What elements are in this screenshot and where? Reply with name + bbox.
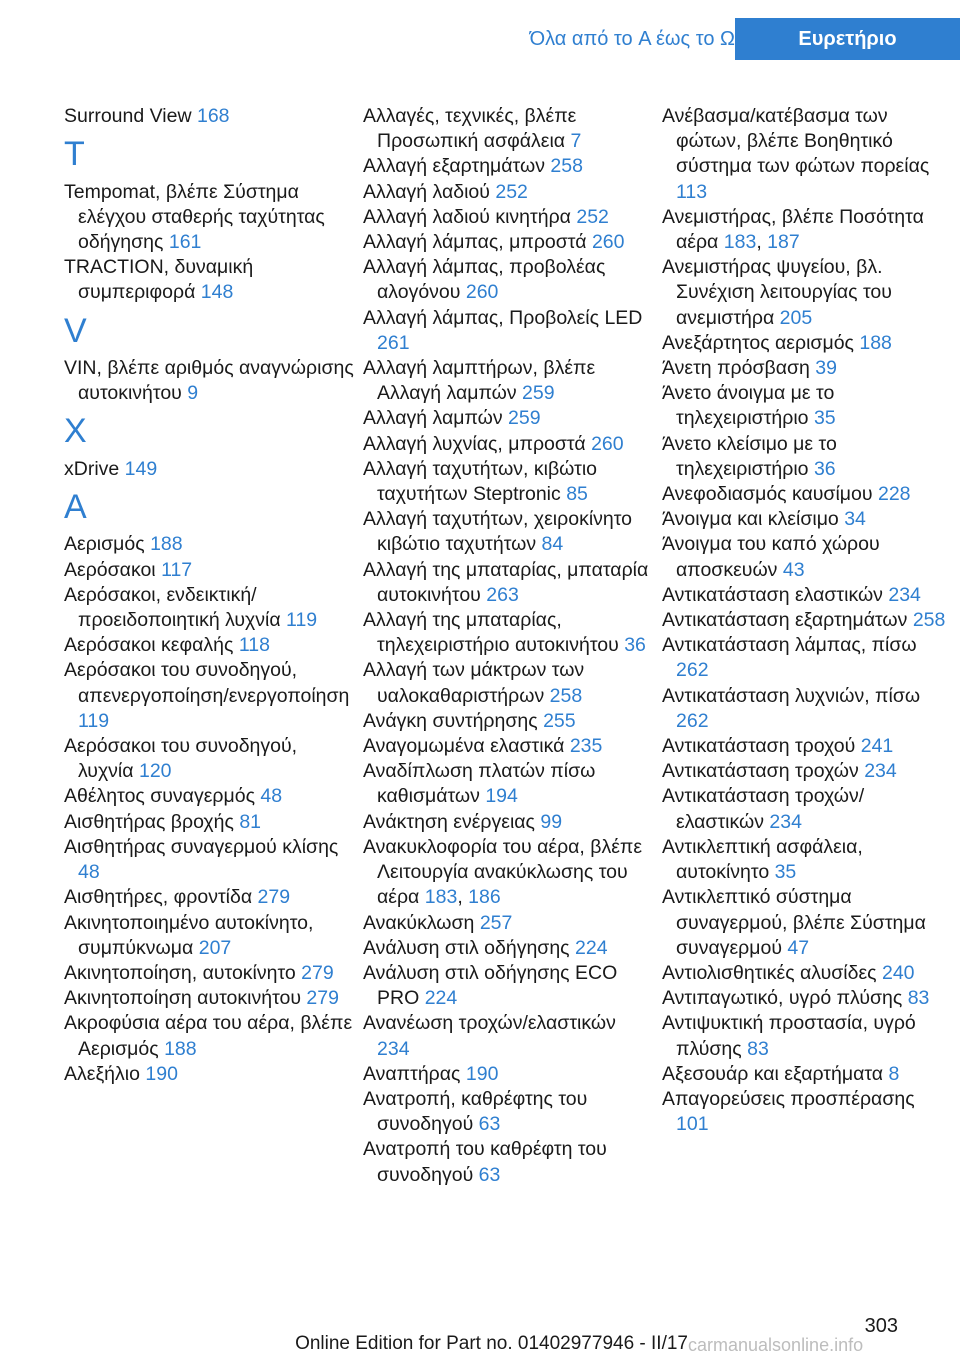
index-entry — [363, 558, 653, 608]
index-entry-text: Ανεξάρτητος αερισμός — [662, 331, 860, 354]
page-link[interactable]: 36 — [624, 634, 646, 657]
index-entry — [363, 1062, 653, 1087]
index-entry-text: Άνετο κλείσιμο με το τηλεχειριστήριο — [662, 432, 837, 480]
index-letter-heading: V — [64, 311, 87, 350]
index-entry-text: Αναδίπλωση πλατών πίσω καθισμάτων — [363, 760, 596, 808]
page-link[interactable]: 84 — [541, 533, 564, 556]
index-entry-text: xDrive — [64, 457, 125, 480]
index-entry-text: Αλλαγή εξαρτημάτων — [363, 155, 551, 178]
index-entry-text: Αλλαγή ταχυτήτων, κιβώτιο ταχυτήτων Steptronic — [363, 457, 598, 506]
page-link[interactable]: 47 — [787, 936, 810, 959]
index-entry — [662, 104, 952, 205]
index-entry-text: Άνετο άνοιγμα με το τηλεχειριστήριο — [662, 382, 835, 430]
index-entry-text: Αντικλεπτική ασφάλεια, αυτοκίνητο — [662, 835, 863, 884]
page-link[interactable]: 36 — [813, 457, 836, 480]
page-link[interactable]: 99 — [540, 810, 563, 833]
index-entry-text: Αντικατάσταση ελαστικών — [662, 583, 889, 606]
index-entry-text: Ακινητοποίηση αυτοκινήτου — [64, 987, 307, 1010]
index-letter-heading: A — [64, 488, 87, 527]
page-link[interactable]: 63 — [478, 1113, 501, 1136]
page-link[interactable]: 194 — [485, 785, 518, 808]
index-entry-text: Αντικλεπτικό σύστημα συναγερμού, βλέπε Σύστημα συναγερμού — [662, 886, 926, 959]
page-link[interactable]: 117 — [161, 558, 193, 581]
index-letter-heading: X — [64, 412, 87, 451]
page-header — [0, 18, 960, 60]
index-entry — [662, 734, 952, 759]
page-link[interactable]: 259 — [522, 382, 555, 405]
index-entry-text: Αερόσακοι του συνοδηγού, λυχνία — [64, 735, 298, 783]
page-link[interactable]: 234 — [888, 583, 921, 606]
index-entry-text: Ανάκτηση ενέργειας — [363, 810, 541, 833]
page-link[interactable]: 118 — [238, 634, 270, 657]
index-entry-text: Ανάλυση στιλ οδήγησης — [363, 936, 575, 959]
index-column-3 — [662, 104, 952, 1137]
index-entry — [64, 104, 354, 129]
page-link[interactable]: 183 — [424, 886, 458, 909]
index-entry-text: Αλλαγή λαδιού κινητήρα — [363, 205, 577, 228]
index-entry — [363, 911, 653, 936]
index-entry-text: Surround View — [64, 105, 197, 127]
index-entry — [662, 885, 952, 961]
index-entry — [662, 784, 952, 834]
index-entry — [363, 1137, 653, 1187]
index-entry — [363, 810, 653, 835]
page-link[interactable]: 261 — [377, 331, 410, 354]
index-entry — [64, 532, 354, 557]
page-link[interactable]: 260 — [465, 281, 499, 304]
index-entry — [662, 381, 952, 431]
index-entry-text: Αθέλητος συναγερμός — [64, 785, 261, 808]
index-entry — [64, 835, 354, 885]
index-entry-text: Αλλαγή λαμπτήρων, βλέπε Αλλαγή λαμπών — [363, 357, 596, 405]
page-link[interactable]: 161 — [168, 231, 202, 254]
index-entry-text: Αλλαγές, τεχνικές, βλέπε Προσωπική ασφάλεια — [363, 105, 577, 153]
index-entry — [64, 255, 354, 305]
index-entry — [662, 205, 952, 255]
index-entry-text: Αξεσουάρ και εξαρτήματα — [662, 1062, 889, 1085]
index-entry — [662, 331, 952, 356]
index-entry-text: Ανατροπή του καθρέφτη του συνοδηγού — [363, 1138, 607, 1186]
index-entry-text: Άνοιγμα του καπό χώρου αποσκευών — [662, 533, 880, 581]
index-entry — [64, 986, 354, 1011]
index-entry — [662, 432, 952, 482]
index-entry — [363, 457, 653, 507]
index-entry — [363, 734, 653, 759]
page-link[interactable]: 119 — [78, 709, 110, 732]
page-link[interactable]: 260 — [591, 432, 624, 455]
index-entry-text: Ανέβασμα/κατέβασμα των φώτων, βλέπε Βοηθητικό σύστημα των φώτων πορείας — [662, 105, 930, 178]
index-entry — [662, 684, 952, 734]
index-entry — [64, 734, 354, 784]
page-link[interactable]: 255 — [543, 709, 576, 732]
index-entry-text: Αλλαγή λαμπών — [363, 407, 509, 430]
index-entry-text: Αλλαγή της μπαταρίας, μπαταρία αυτοκινήτου — [363, 558, 649, 606]
page-link[interactable]: 241 — [860, 735, 894, 758]
index-entry — [64, 961, 354, 986]
page-link[interactable]: 235 — [569, 735, 603, 758]
index-entry — [64, 180, 354, 256]
page-link[interactable]: 262 — [676, 709, 709, 732]
page-link[interactable]: 190 — [465, 1062, 499, 1085]
page-link[interactable]: 260 — [591, 231, 625, 254]
page-link[interactable]: 48 — [260, 785, 283, 808]
index-entry-text: Αερόσακοι κεφαλής — [64, 634, 239, 657]
page-link[interactable]: 228 — [877, 483, 911, 506]
index-entry — [363, 180, 653, 205]
index-entry-text: Ανακυκλοφορία του αέρα, βλέπε Λειτουργία ανακύκλωσης του αέρα — [363, 835, 643, 909]
page-separator: , — [756, 231, 768, 254]
index-column-2 — [363, 104, 653, 1188]
page-link[interactable]: 188 — [859, 331, 892, 354]
index-entry-text: Απαγορεύσεις προσπέρασης — [662, 1087, 915, 1110]
index-entry-text: Ανανέωση τροχών/ελαστικών — [363, 1012, 616, 1035]
index-letter-heading: T — [64, 135, 85, 174]
section-title: Όλα από το A έως το Ω — [529, 28, 735, 50]
index-entry — [662, 482, 952, 507]
index-entry-text: VIN, βλέπε αριθμός αναγνώρισης αυτοκινήτου — [64, 357, 354, 405]
index-entry-text: Αερισμός — [64, 533, 151, 556]
index-entry-text: Αλλαγή της μπαταρίας, τηλεχειριστήριο αυτοκινήτου — [363, 609, 625, 657]
page-link[interactable]: 279 — [257, 886, 291, 909]
page-link[interactable]: 188 — [164, 1037, 197, 1060]
page-link[interactable]: 48 — [78, 861, 100, 884]
index-entry — [662, 608, 952, 633]
index-entry-text: Αντιπαγωτικό, υγρό πλύσης — [662, 987, 908, 1010]
page-link[interactable]: 263 — [486, 583, 519, 606]
page-link[interactable]: 168 — [196, 105, 230, 127]
index-entry-text: Ανάλυση στιλ οδήγησης ECO PRO — [363, 961, 618, 1010]
index-entry-text: Ανεμιστήρας ψυγείου, βλ. Συνέχιση λειτουργίας του ανεμιστήρα — [662, 256, 892, 329]
index-entry-text: Αλλαγή των μάκτρων των υαλοκαθαριστήρων — [363, 659, 585, 707]
page-link[interactable]: 262 — [676, 659, 709, 682]
index-entry — [64, 784, 354, 809]
index-entry — [662, 633, 952, 683]
index-entry — [64, 810, 354, 835]
index-entry — [662, 986, 952, 1011]
index-tab[interactable]: Ευρετήριο — [735, 18, 960, 60]
page-link[interactable]: 83 — [907, 987, 930, 1010]
page-link[interactable]: 8 — [888, 1062, 900, 1085]
page-link[interactable]: 63 — [478, 1163, 501, 1186]
index-entry — [363, 1087, 653, 1137]
page-link[interactable]: 120 — [138, 760, 172, 783]
page-link[interactable]: 224 — [575, 936, 608, 959]
index-entry — [64, 457, 354, 482]
index-entry-text: Tempomat, βλέπε Σύστημα ελέγχου σταθερής ταχύτητας οδήγησης — [64, 180, 325, 254]
page-link[interactable]: 190 — [145, 1062, 178, 1085]
index-entry — [363, 406, 653, 431]
index-entry-text: Αισθητήρες, φροντίδα — [64, 886, 258, 909]
index-entry — [662, 532, 952, 582]
index-entry — [662, 583, 952, 608]
index-entry — [662, 255, 952, 331]
index-entry-text: Ανακύκλωση — [363, 911, 480, 934]
page-link[interactable]: 101 — [676, 1113, 709, 1136]
index-entry — [64, 583, 354, 633]
index-entry — [64, 911, 354, 961]
index-entry-text: Αντικατάσταση τροχών/ελαστικών — [662, 785, 865, 833]
page-link[interactable]: 258 — [550, 155, 583, 178]
index-entry — [363, 432, 653, 457]
index-entry — [363, 205, 653, 230]
page-link[interactable]: 113 — [676, 180, 708, 203]
index-entry-text: Αλλαγή λάμπας, μπροστά — [363, 231, 592, 254]
index-entry — [363, 936, 653, 961]
page-link[interactable]: 234 — [377, 1037, 410, 1060]
page-link[interactable]: 81 — [239, 810, 262, 833]
index-entry-text: Αντικατάσταση τροχών — [662, 760, 865, 783]
page-link[interactable]: 186 — [468, 886, 501, 909]
index-entry — [363, 507, 653, 557]
index-entry-text: Αλλαγή ταχυτήτων, χειροκίνητο κιβώτιο ταχυτήτων — [363, 508, 633, 556]
page-link[interactable]: 149 — [124, 457, 158, 480]
index-entry-text: Αερόσακοι — [64, 558, 162, 581]
index-entry-text: Αλλαγή λάμπας, προβολέας αλογόνου — [363, 256, 606, 304]
index-entry-text: Αναπτήρας — [363, 1062, 466, 1085]
index-entry — [64, 885, 354, 910]
page-link[interactable]: 257 — [479, 911, 513, 934]
page-link[interactable]: 252 — [495, 180, 528, 203]
index-entry — [64, 658, 354, 734]
watermark: carmanualsonline.info — [688, 1335, 864, 1355]
page-link[interactable]: 187 — [767, 231, 800, 254]
index-entry-text: Άνοιγμα και κλείσιμο — [662, 508, 845, 531]
index-entry — [363, 306, 653, 356]
index-entry — [363, 154, 653, 179]
index-entry-text: Αερόσακοι, ενδεικτική/προειδοποιητική λυχνία — [64, 583, 287, 632]
index-entry — [363, 835, 653, 911]
index-entry — [363, 230, 653, 255]
index-entry-text: Ακινητοποιημένο αυτοκίνητο, συμπύκνωμα — [64, 911, 314, 959]
page-link[interactable]: 234 — [864, 760, 897, 783]
page-link[interactable]: 43 — [782, 558, 805, 581]
index-entry — [363, 961, 653, 1011]
page-link[interactable]: 205 — [779, 306, 813, 329]
page-link[interactable]: 85 — [566, 483, 588, 506]
page-link[interactable]: 39 — [815, 357, 837, 380]
index-entry-text: Αντικατάσταση τροχού — [662, 735, 861, 758]
index-entry — [363, 356, 653, 406]
index-entry-text: Ανεμιστήρας, βλέπε Ποσότητα αέρα — [662, 205, 924, 254]
index-entry-text: TRACTION, δυναμική συμπεριφορά — [64, 256, 254, 304]
page-link[interactable]: 35 — [813, 407, 836, 430]
index-entry-text: Ανάγκη συντήρησης — [363, 709, 544, 732]
index-entry — [363, 759, 653, 809]
page-link[interactable]: 234 — [769, 810, 802, 833]
index-entry-text: Άνετη πρόσβαση — [662, 357, 816, 380]
page-link[interactable]: 240 — [881, 961, 915, 984]
index-entry — [363, 709, 653, 734]
index-entry-text: Αντικατάσταση εξαρτημάτων — [662, 609, 913, 632]
page-link[interactable]: 252 — [576, 205, 609, 228]
index-entry — [662, 835, 952, 885]
index-entry-text: Αλλαγή λάμπας, Προβολείς LED — [363, 306, 643, 329]
index-entry — [662, 356, 952, 381]
index-entry — [662, 759, 952, 784]
page-link[interactable]: 34 — [844, 508, 866, 531]
index-entry-text: Αισθητήρας συναγερμού κλίσης — [64, 835, 339, 858]
index-entry — [363, 1011, 653, 1061]
index-entry-text: Ανεφοδιασμός καυσίμου — [662, 483, 878, 506]
index-entry-text: Ανατροπή, καθρέφτης του συνοδηγού — [363, 1087, 588, 1136]
index-entry — [64, 356, 354, 406]
page-link[interactable]: 279 — [301, 961, 334, 984]
index-entry-text: Αντικατάσταση λυχνιών, πίσω — [662, 684, 921, 707]
page-link[interactable]: 259 — [508, 407, 541, 430]
index-entry-text: Αναγομωμένα ελαστικά — [363, 735, 570, 758]
index-entry — [64, 1011, 354, 1061]
page-link[interactable]: 183 — [723, 231, 757, 254]
page-link[interactable]: 148 — [200, 281, 234, 304]
page-link[interactable]: 258 — [549, 684, 583, 707]
index-entry-text: Αντικατάσταση λάμπας, πίσω — [662, 634, 917, 657]
index-entry-text: Αερόσακοι του συνοδηγού, απενεργοποίηση/ενεργοποίηση — [64, 659, 350, 707]
index-entry-text: Αλεξήλιο — [64, 1062, 146, 1085]
index-entry — [363, 608, 653, 658]
page-link[interactable]: 83 — [747, 1037, 769, 1060]
page-link[interactable]: 224 — [424, 987, 458, 1010]
page-link[interactable]: 258 — [912, 609, 946, 632]
page-link[interactable]: 7 — [570, 130, 582, 153]
index-column-1 — [64, 104, 354, 1087]
page-number: 303 — [864, 1315, 898, 1337]
index-entry-text: Ακινητοποίηση, αυτοκίνητο — [64, 961, 302, 984]
index-entry — [662, 961, 952, 986]
index-entry-text: Αλλαγή λαδιού — [363, 180, 496, 203]
index-entry — [662, 1062, 952, 1087]
page-link[interactable]: 35 — [774, 861, 797, 884]
index-entry — [363, 658, 653, 708]
index-entry — [662, 1087, 952, 1137]
index-entry-text: Ακροφύσια αέρα του αέρα, βλέπε Αερισμός — [64, 1012, 353, 1060]
index-entry-text: Αλλαγή λυχνίας, μπροστά — [363, 432, 592, 455]
index-entry-text: Αισθητήρας βροχής — [64, 810, 240, 833]
page-link[interactable]: 279 — [306, 987, 339, 1010]
index-entry — [662, 1011, 952, 1061]
page-separator: , — [457, 886, 469, 909]
index-entry — [64, 1062, 354, 1087]
page-link[interactable]: 207 — [198, 936, 232, 959]
index-entry — [363, 255, 653, 305]
index-entry — [363, 104, 653, 154]
index-entry-text: Αντιψυκτική προστασία, υγρό πλύσης — [662, 1012, 916, 1060]
page-link[interactable]: 188 — [150, 533, 183, 556]
index-entry — [64, 633, 354, 658]
index-entry-text: Αντιολισθητικές αλυσίδες — [662, 961, 882, 984]
index-entry — [662, 507, 952, 532]
edition-note: Online Edition for Part no. 01402977946 - II/17 — [295, 1333, 688, 1354]
index-entry — [64, 558, 354, 583]
page-link[interactable]: 9 — [187, 382, 199, 405]
page-link[interactable]: 119 — [286, 609, 318, 632]
